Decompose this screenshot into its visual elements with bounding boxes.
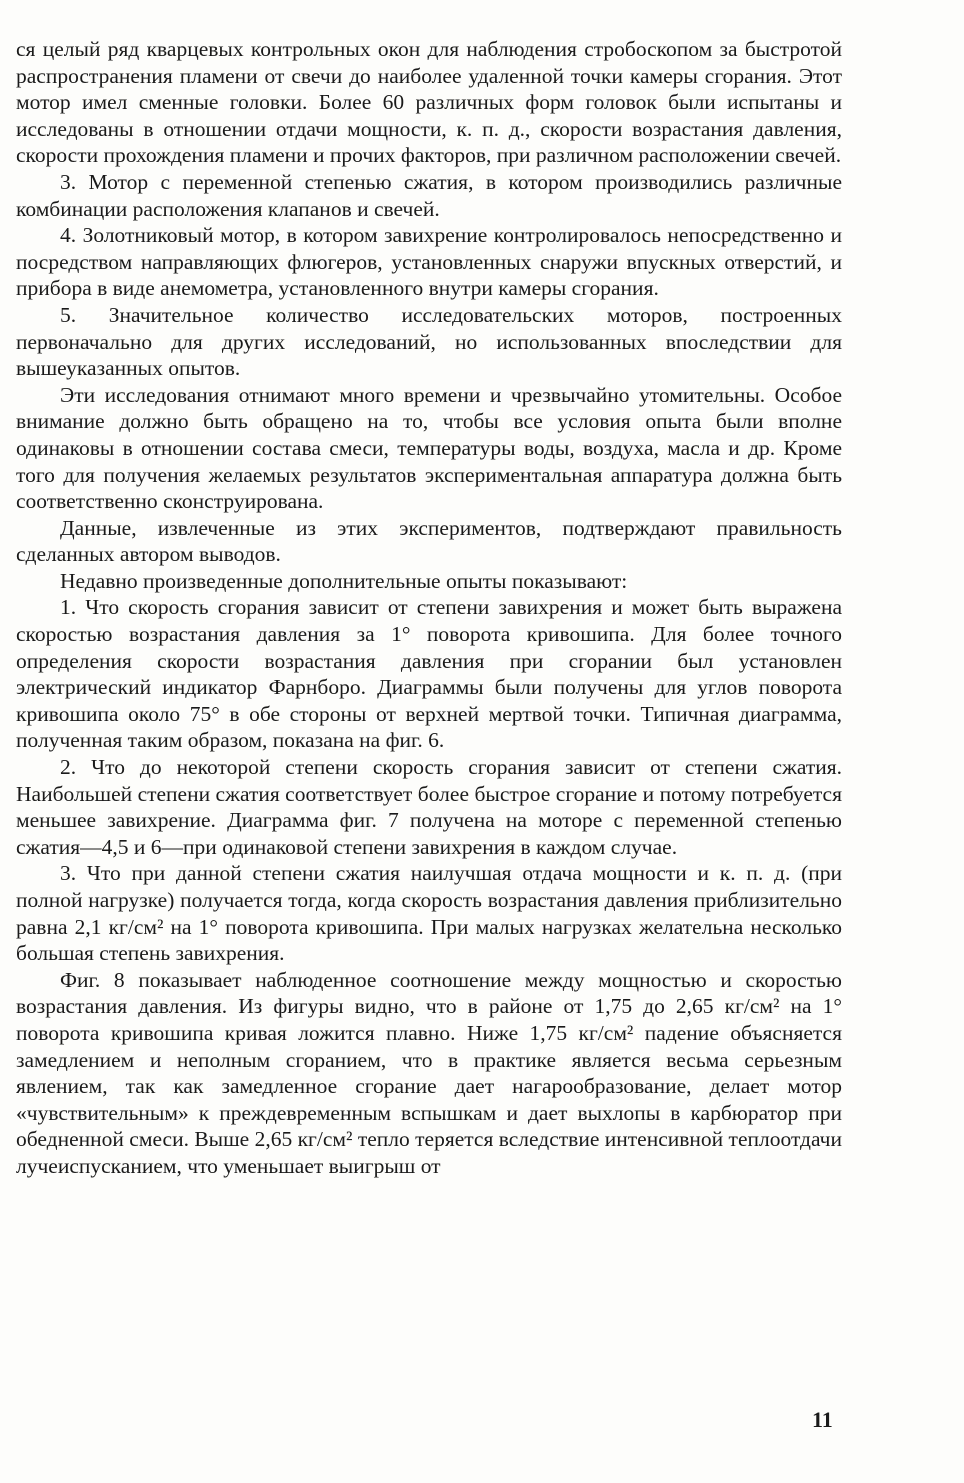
paragraph-research-notes: Эти исследования отнимают много времени и чрезвычайно утомительны. Особое внимание должно быть обращено на то, чтобы все условия опыта были вполне одинаковы в отношении состава смеси, температуры воды, воздуха, масла и др. Кроме того для получения желаемых результатов экспериментальная аппаратура должна быть соответственно сконструирована. [16,382,842,514]
paragraph-recent-experiments: Недавно произведенные дополнительные опыты показывают: [60,568,628,593]
paragraph-finding-2: 2. Что до некоторой степени скорость сгорания зависит от степени сжатия. Наибольшей степени сжатия соответствует более быстрое сгорание и потому потребуется меньшее завихрение. Диаграмма фиг. 7 получена на моторе с переменной степенью сжатия—4,5 и 6—при одинаковой степени завихрения в каждом случае. [16,755,842,859]
paragraph-finding-1: 1. Что скорость сгорания зависит от степени завихрения и может быть выражена скоростью возрастания давления за 1° поворота кривошипа. Для более точного определения скорости возрастания давления при сгорании был установлен электрический индикатор Фарнборо. Диаграммы были получены для углов поворота кривошипа около 75° в обе стороны от верхней мертвой точки. Типичная диаграмма, полученная таким образом, показана на фиг. 6. [16,595,842,753]
paragraph-item-5: 5. Значительное количество исследовательских моторов, построенных первоначально для других исследований, но использованных впоследствии для вышеуказанных опытов. [16,302,842,381]
paragraph-continuation: ся целый ряд кварцевых контрольных окон для наблюдения стробоскопом за быстротой распространения пламени от свечи до наиболее удаленной точки камеры сгорания. Этот мотор имел сменные головки. Более 60 различных форм головок были испытаны и исследованы в отношении отдачи мощности, к. п. д., скорости возрастания давления, скорости прохождения пламени и прочих факторов, при различном расположении свечей. [16,37,842,168]
paragraph-finding-3: 3. Что при данной степени сжатия наилучшая отдача мощности и к. п. д. (при полной нагрузке) получается тогда, когда скорость возрастания давления приблизительно равна 2,1 кг/см² на 1° поворота кривошипа. При малых нагрузках желательна несколько большая степень завихрения. [16,861,842,966]
page-body-text [16,36,842,1180]
paragraph-item-4: 4. Золотниковый мотор, в котором завихрение контролировалось непосредственно и посредством направляющих флюгеров, установленных снаружи впускных отверстий, и прибора в виде анемометра, установленного внутри камеры сгорания. [16,223,842,301]
paragraph-item-3: 3. Мотор с переменной степенью сжатия, в котором производились различные комбинации расположения клапанов и свечей. [16,169,842,221]
page-number: 11 [812,1407,833,1432]
paragraph-fig-8: Фиг. 8 показывает наблюденное соотношение между мощностью и скоростью возрастания давления. Из фигуры видно, что в районе от 1,75 до 2,65 кг/см² на 1° поворота кривошипа кривая ложится плавно. Ниже 1,75 кг/см² падение объясняется замедлением и неполным сгоранием, что в практике является весьма серьезным явлением, так как замедленное сгорание дает нагарообразование, делает мотор «чувствительным» к преждевременным вспышкам и дает выхлопы в карбюратор при обедненной смеси. Выше 2,65 кг/см² тепло теряется вследствие интенсивной теплоотдачи лучеиспусканием, что уменьшает выигрыш от [16,967,842,1178]
paragraph-data-confirm: Данные, извлеченные из этих экспериментов, подтверждают правильность сделанных автором выводов. [16,515,842,567]
